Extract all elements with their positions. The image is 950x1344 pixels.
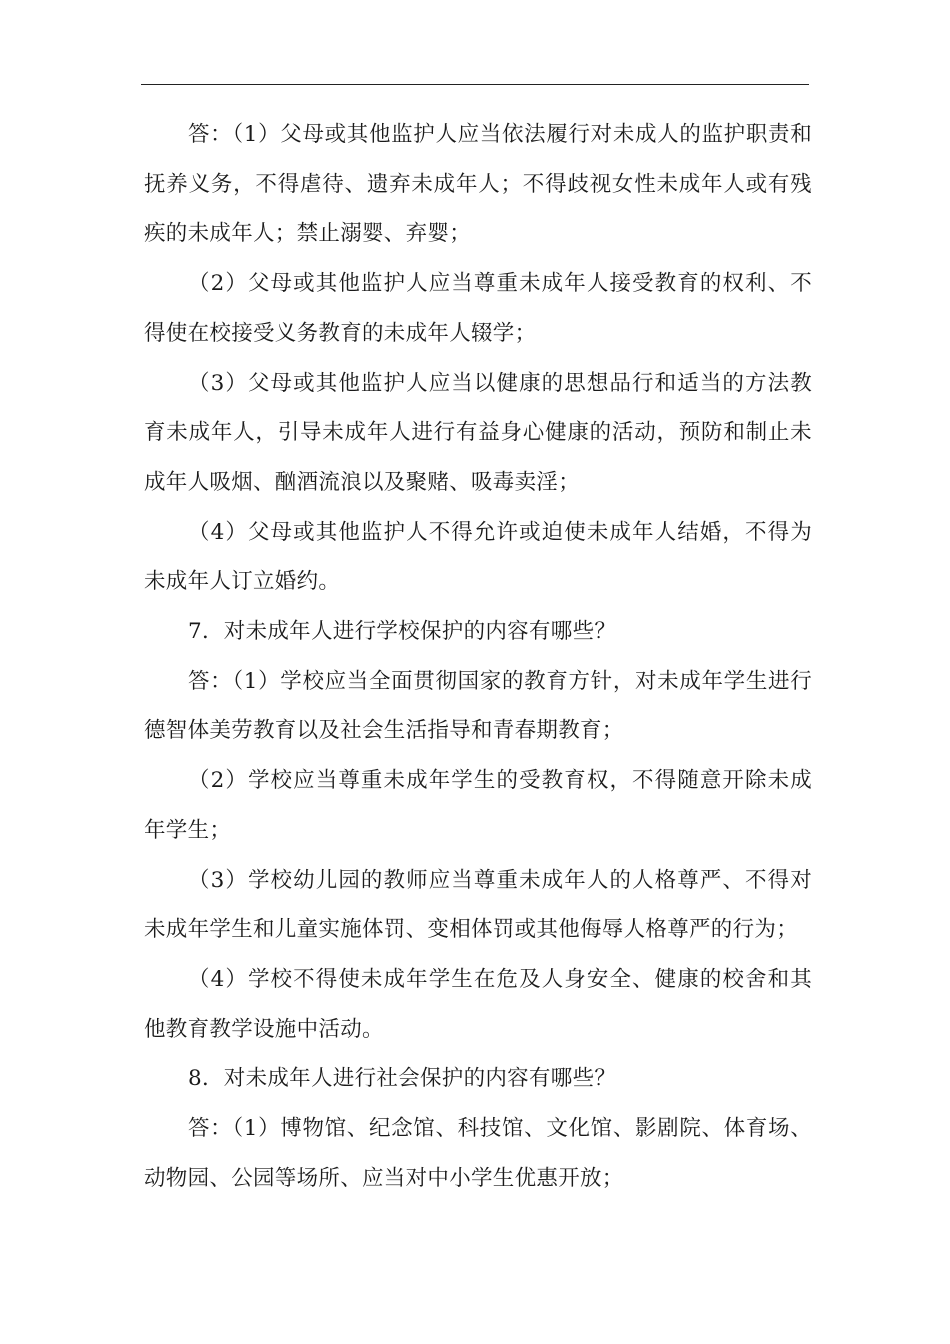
paragraph-parent-answer-2: （2）父母或其他监护人应当尊重未成年人接受教育的权利、不得使在校接受义务教育的未成年人辍学； (144, 271, 812, 346)
question-7: 7．对未成年人进行学校保护的内容有哪些？ (188, 619, 617, 645)
paragraph-parent-answer-4: （4）父母或其他监护人不得允许或迫使未成年人结婚，不得为未成年人订立婚约。 (144, 519, 812, 595)
paragraph-school-answer-1: 答：（1）学校应当全面贯彻国家的教育方针，对未成年学生进行德智体美劳教育以及社会生活指导和青春期教育； (144, 668, 812, 744)
paragraph-parent-answer-3: （3）父母或其他监护人应当以健康的思想品行和适当的方法教育未成年人，引导未成年人进行有益身心健康的活动，预防和制止未成年人吸烟、酗酒流浪以及聚赌、吸毒卖淫； (144, 370, 812, 495)
paragraph-school-answer-3: （3）学校幼儿园的教师应当尊重未成年人的人格尊严、不得对未成年学生和儿童实施体罚、变相体罚或其他侮辱人格尊严的行为； (144, 867, 812, 943)
document-body (144, 110, 812, 1203)
paragraph-school-answer-4: （4）学校不得使未成年学生在危及人身安全、健康的校舍和其他教育教学设施中活动。 (144, 966, 812, 1042)
paragraph-society-answer-1: 答：（1）博物馆、纪念馆、科技馆、文化馆、影剧院、体育场、动物园、公园等场所、应当对中小学生优惠开放； (144, 1116, 812, 1191)
paragraph-parent-answer-1: 答：（1）父母或其他监护人应当依法履行对未成人的监护职责和抚养义务，不得虐待、遗弃未成年人；不得歧视女性未成年人或有残疾的未成年人；禁止溺婴、弃婴； (144, 122, 812, 247)
question-8: 8．对未成年人进行社会保护的内容有哪些？ (188, 1066, 617, 1092)
paragraph-school-answer-2: （2）学校应当尊重未成年学生的受教育权，不得随意开除未成年学生； (144, 768, 812, 843)
header-rule (141, 84, 809, 85)
